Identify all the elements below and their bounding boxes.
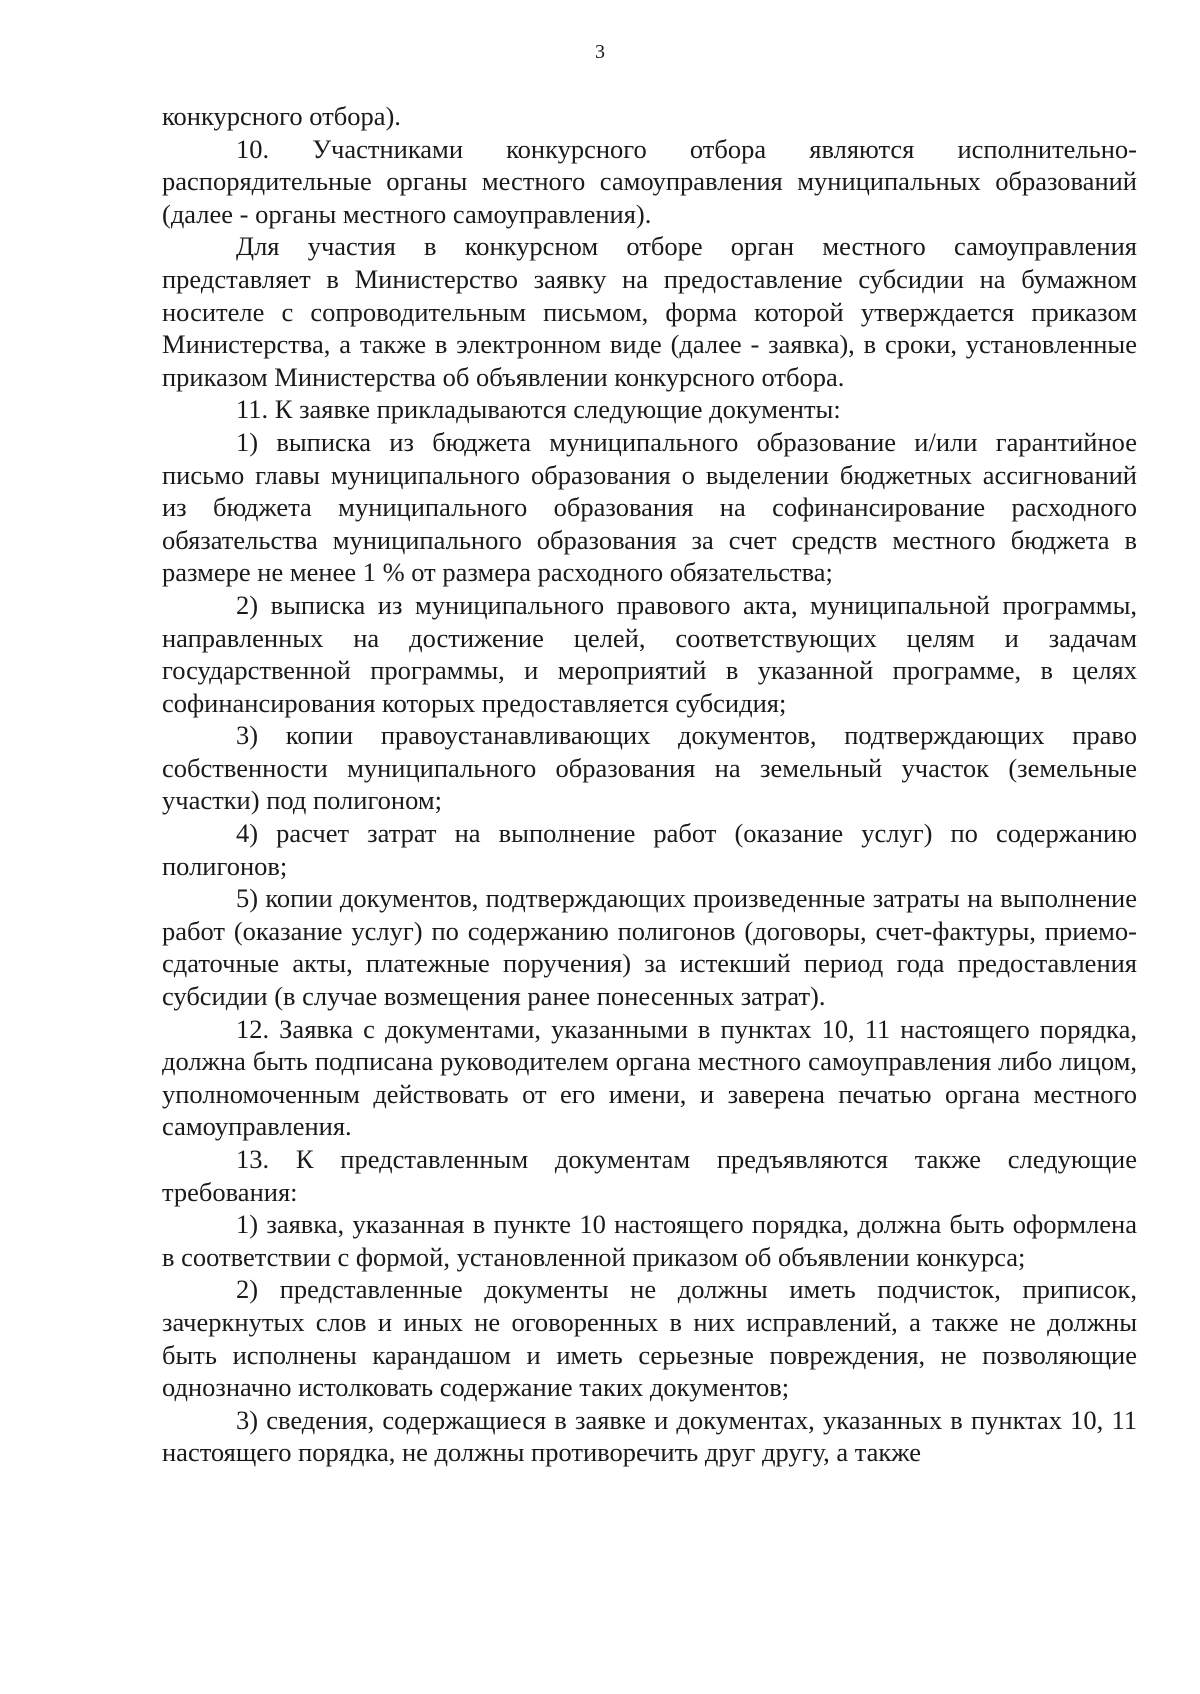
list-item: 2) выписка из муниципального правового акта, муниципальной программы, направленных на достижение целей, соответствующих целям и задачам государственной программы, и мероприятий в указанной программе, в целях софинансирования которых предоставляется субсидия;	[162, 589, 1137, 718]
paragraph: 11. К заявке прикладываются следующие документы:	[236, 394, 841, 425]
list-item: 1) выписка из бюджета муниципального образование и/или гарантийное письмо главы муниципального образования о выделении бюджетных ассигнований из бюджета муниципального образования на софинансирование расходного обязательства муниципального образования за счет средств местного бюджета в размере не менее 1 % от размера расходного обязательства;	[162, 426, 1137, 588]
list-item: 3) копии правоустанавливающих документов, подтверждающих право собственности муниципального образования на земельный участок (земельные участки) под полигоном;	[162, 720, 1137, 816]
paragraph: 12. Заявка с документами, указанными в пунктах 10, 11 настоящего порядка, должна быть подписана руководителем органа местного самоуправления либо лицом, уполномоченным действовать от его имени, и заверена печатью органа местного самоуправления.	[162, 1013, 1137, 1142]
paragraph: конкурсного отбора).	[162, 101, 401, 131]
list-item: 5) копии документов, подтверждающих произведенные затраты на выполнение работ (оказание услуг) по содержанию полигонов (договоры, счет-фактуры, приемо-сдаточные акты, платежные поручения) за истекший период года предоставления субсидии (в случае возмещения ранее понесенных затрат).	[162, 883, 1137, 1012]
paragraph: Для участия в конкурсном отборе орган местного самоуправления представляет в Министерство заявку на предоставление субсидии на бумажном носителе с сопроводительным письмом, форма которой утверждается приказом Министерства, а также в электронном виде (далее - заявка), в сроки, установленные приказом Министерства об объявлении конкурсного отбора.	[162, 231, 1137, 392]
paragraph: 13. К представленным документам предъявляются также следующие требования:	[162, 1144, 1137, 1207]
list-item: 2) представленные документы не должны иметь подчисток, приписок, зачеркнутых слов и иных не оговоренных в них исправлений, а также не должны быть исполнены карандашом и иметь серьезные повреждения, не позволяющие однозначно истолковать содержание таких документов;	[162, 1274, 1137, 1403]
paragraph: 10. Участниками конкурсного отбора являются исполнительно-распорядительные органы местного самоуправления муниципальных образований (далее - органы местного самоуправления).	[162, 133, 1137, 229]
list-item: 1) заявка, указанная в пункте 10 настоящего порядка, должна быть оформлена в соответствии с формой, установленной приказом об объявлении конкурса;	[162, 1209, 1137, 1272]
document-body	[162, 100, 1137, 1469]
page-number: 3	[595, 41, 605, 63]
list-item: 3) сведения, содержащиеся в заявке и документах, указанных в пунктах 10, 11 настоящего порядка, не должны противоречить друг другу, а также	[162, 1404, 1137, 1468]
list-item: 4) расчет затрат на выполнение работ (оказание услуг) по содержанию полигонов;	[162, 818, 1137, 881]
